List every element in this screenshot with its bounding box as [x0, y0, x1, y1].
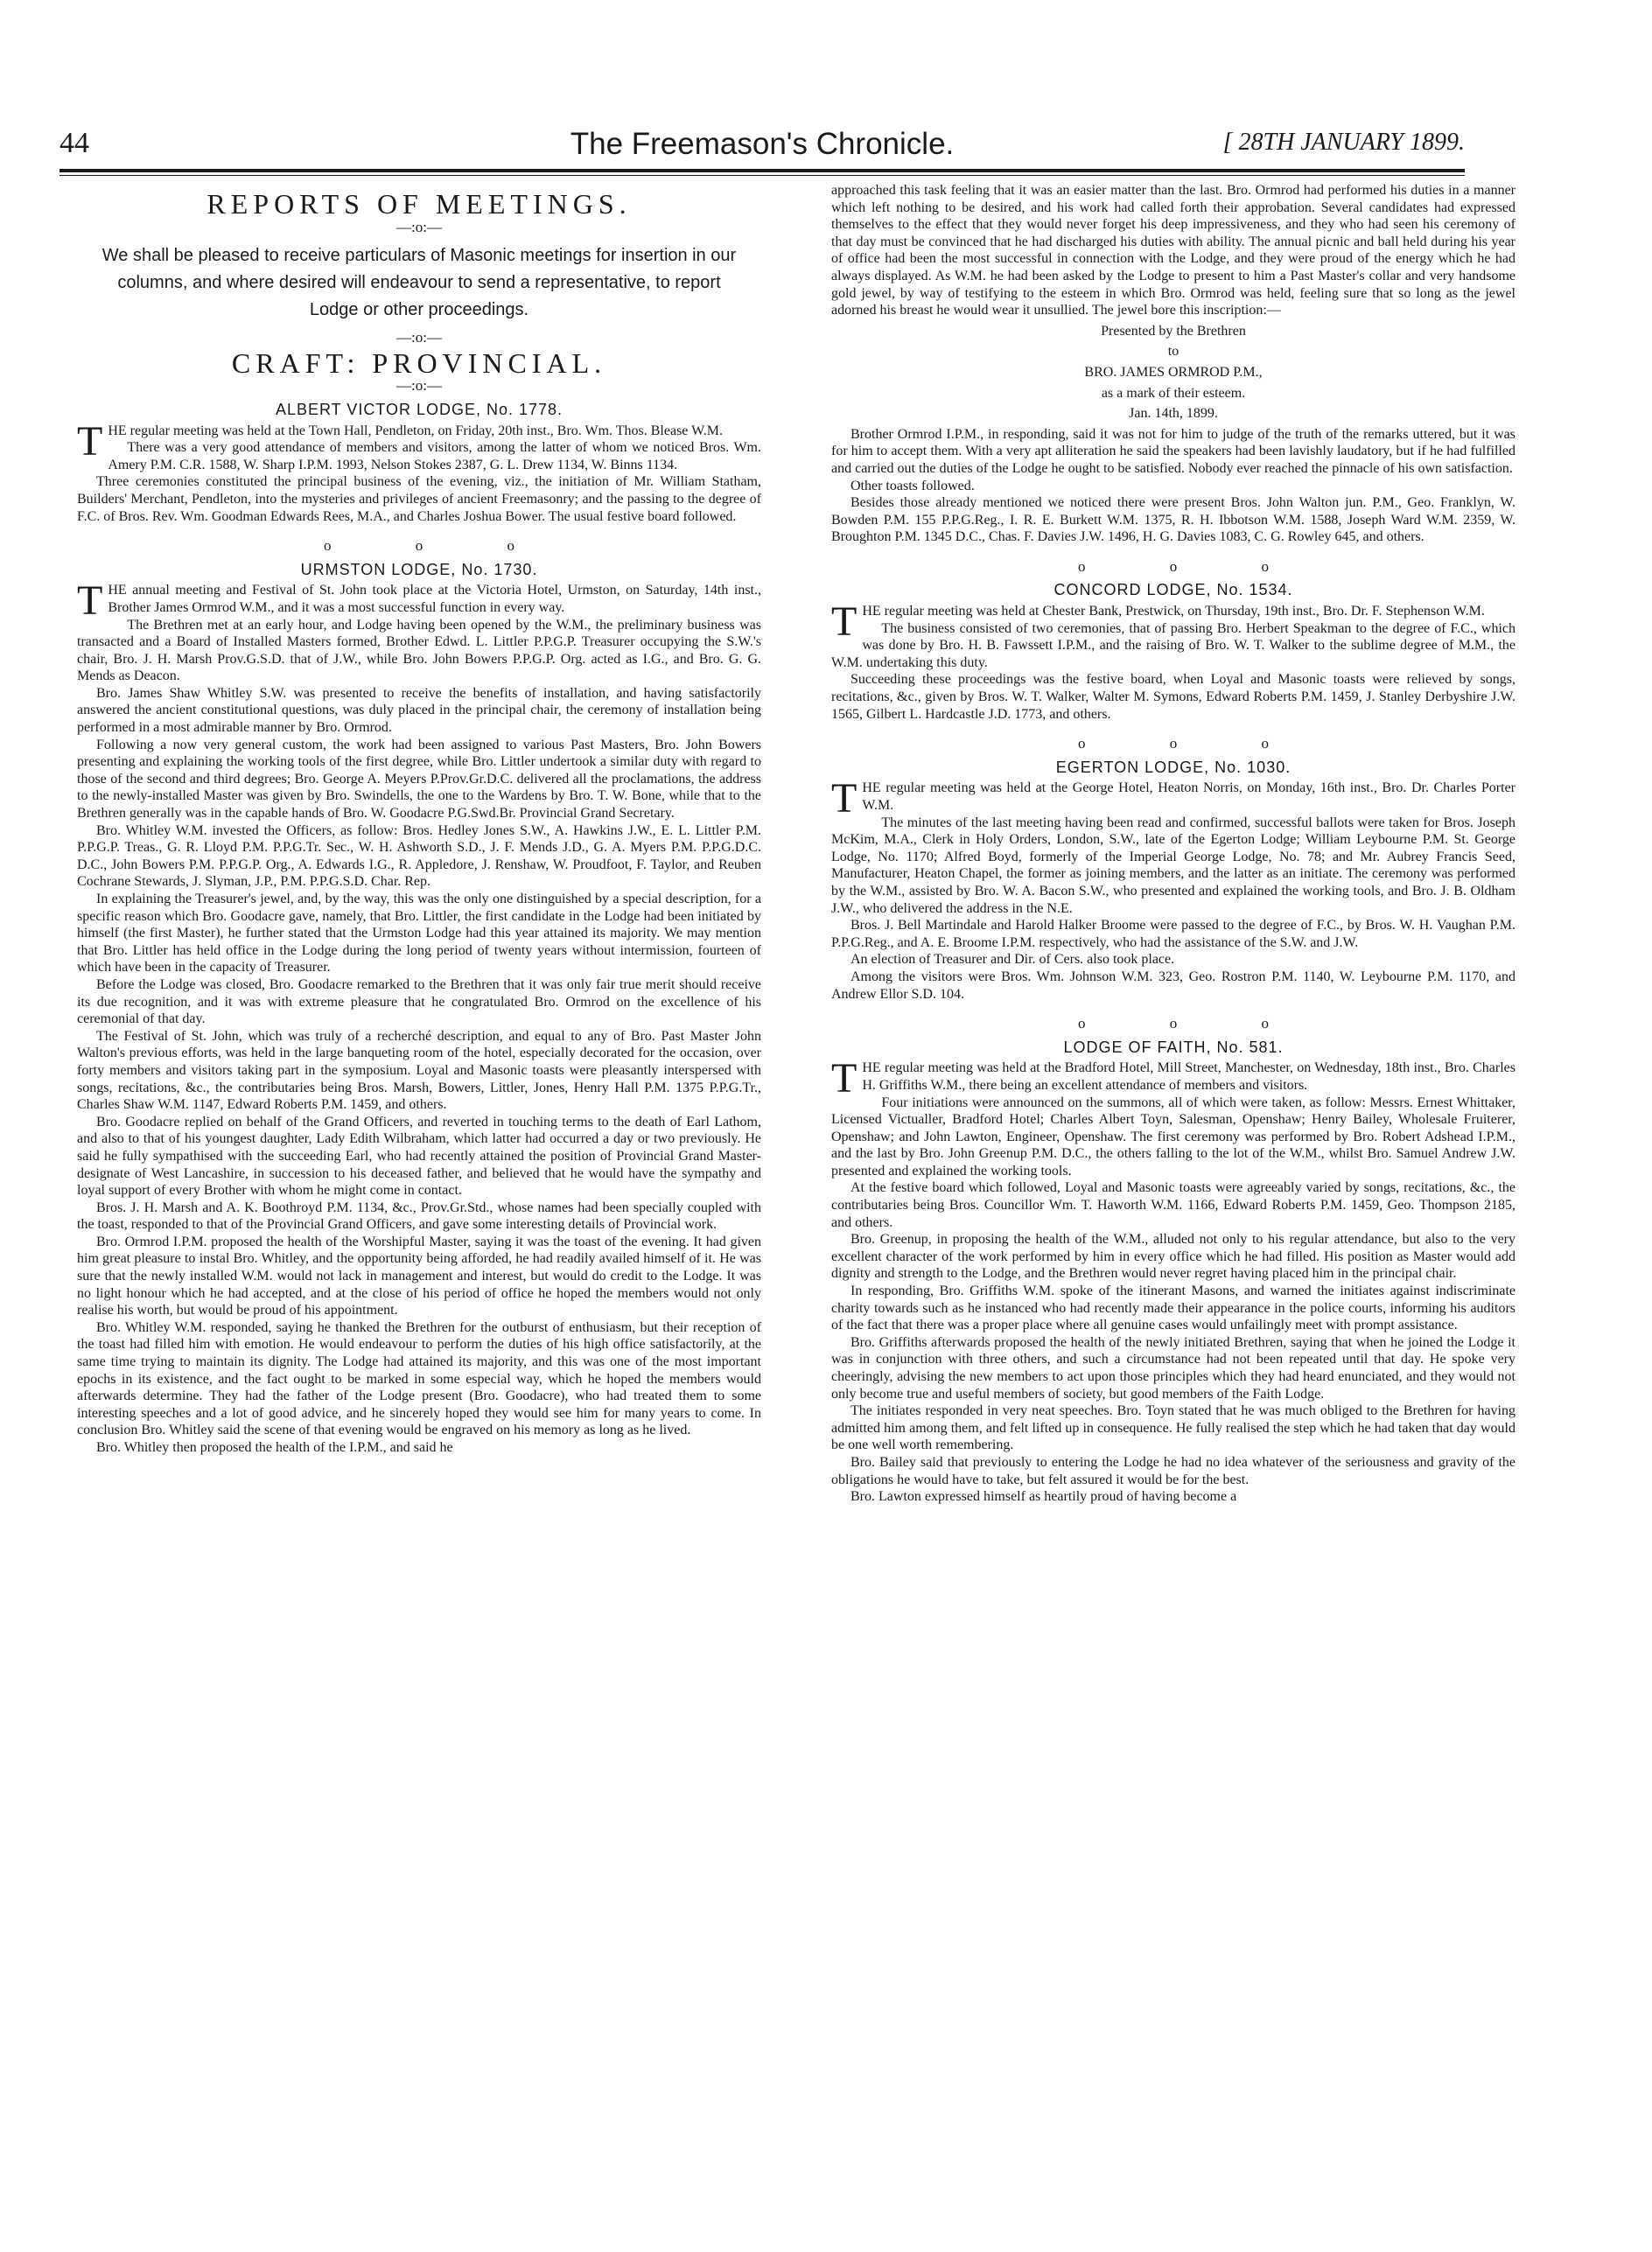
lodge-heading-faith: LODGE OF FAITH, No. 581. [1063, 1038, 1284, 1056]
editorial-notice: We shall be pleased to receive particulars of Masonic meetings for insertion in our columns, and where desired will endeavour to send a representative, to report Lodge or other proceedings. [102, 246, 737, 320]
inscription-line: Presented by the Brethren [1101, 323, 1246, 339]
paragraph: approached this task feeling that it was an easier matter than the last. Bro. Ormrod had performed his duties in a manner which left nothing to be desired, and his work had called forth their approbation. Several candidates had expressed themselves to the effect that they would never forget his deep impressiveness, and they who had seen his ceremony of that day must be convinced that he had discharged his duties with ability. The annual picnic and ball held during his year of office had been the most successful in connection with the Lodge, and they were proud of the energy which he had always displayed. As W.M. he had been asked by the Lodge to present to him a Past Master's collar and very handsome gold jewel, by way of testifying to the esteem in which Bro. Ormrod was held, feeling sure that so long as the jewel adorned his breast he would wear it unsullied. The jewel bore this inscription:— [831, 183, 1516, 318]
paragraph: Bro. Greenup, in proposing the health of the W.M., alluded not only to his regular attendance, but also to the very excellent character of the work performed by him in every office which he had filled. His position as Master would add dignity and strength to the Lodge, and the Brethren would never regret having placed him in the principal chair. [831, 1232, 1516, 1282]
paragraph: Bro. Bailey said that previously to entering the Lodge he had no idea whatever of the seriousness and gravity of the obligations he would have to take, but felt assured it would be for the best. [831, 1454, 1516, 1487]
paragraph: The Festival of St. John, which was truly of a recherché description, and equal to any of Bro. Past Master John Walton's previous efforts, was held in the large banqueting room of the hotel, especially decorated for the occasion, over forty members and visitors taking part in the symposium. Loyal and Masonic toasts were pleasantly interspersed with songs, recitations, &c., the contributaries being Bros. Marsh, Bowers, Littler, Jones, Henry Hall P.M. 1375 P.P.G.Tr., Charles Shaw W.M. 1147, Edward Roberts P.M. 1459, and others. [77, 1028, 761, 1113]
paragraph: Among the visitors were Bros. Wm. Johnson W.M. 323, Geo. Rostron P.M. 1140, W. Leybourne P.M. 1170, and Andrew Ellor S.D. 104. [831, 969, 1516, 1002]
paragraph: Bro. Whitley W.M. invested the Officers, as follow: Bros. Hedley Jones S.W., A. Hawkins J.W., E. L. Littler P.M. P.P.G.P. Treas., G. R. Lloyd P.M. P.P.G.Tr. Sec., W. H. Ashworth S.D., J. F. Mends J.D., G. A. Myers P.M. P.P.G.D.C. D.C., John Bowers P.M. P.P.G.P. Org., A. Edwards I.G., R. Appledore, J. Renshaw, W. Proudfoot, F. Taylor, and Reuben Cochrane Stewards, J. Slyman, J.P., P.M. P.P.G.S.D. Char. Rep. [77, 822, 761, 890]
paragraph: Bro. James Shaw Whitley S.W. was presented to receive the benefits of installation, and having satisfactorily answered the ancient constitutional questions, was duly placed in the principal chair, the ceremony of installation being performed in a most admirable manner by Bro. Ormrod. [77, 685, 761, 736]
paragraph: Other toasts followed. [850, 478, 975, 493]
lodge-heading-urmston: URMSTON LODGE, No. 1730. [300, 560, 538, 578]
paragraph: Four initiations were announced on the summons, all of which were taken, as follow: Messrs. Ernest Whittaker, Licensed Victualler, Bradford Hotel; Charles Albert Toyn, Salesman, Openshaw; Henry Bailey, Wholesale Fruiterer, Openshaw; and John Lawton, Engineer, Openshaw. The first ceremony was performed by Bro. Robert Adshead I.P.M., and the last by Bro. John Greenup P.M. D.C., the others falling to the lot of the W.M., whilst Bro. Samuel Andrew J.W. presented and explained the working tools. [831, 1095, 1516, 1178]
paragraph: Bros. J. Bell Martindale and Harold Halker Broome were passed to the degree of F.C., by Bros. W. H. Vaughan P.M. P.P.G.Reg., and A. E. Broome I.P.M. respectively, who had the assistance of the S.W. and J.W. [831, 918, 1516, 950]
paragraph: In explaining the Treasurer's jewel, and, by the way, this was the only one distinguished by a special description, for a specific reason which Bro. Goodacre gave, namely, that Bro. Littler, the first candidate in the Lodge had been initiated by himself (the first Master), he further stated that the Urmston Lodge had this year attained its majority. We may mention that Bro. Littler has held office in the Lodge during the long period of twenty years without intermission, fourteen of which have been in the capacity of Treasurer. [77, 892, 761, 976]
paragraph: Three ceremonies constituted the principal business of the evening, viz., the initiation of Mr. William Statham, Builders' Merchant, Pendleton, into the mysteries and privileges of ancient Freemasonry; and the passing to the degree of F.C. of Bros. Rev. Wm. Goodman Edwards Rees, M.A., and Charles Joshua Bower. The usual festive board followed. [77, 474, 761, 524]
right-column [831, 182, 1516, 1506]
lodge-heading-egerton: EGERTON LODGE, No. 1030. [1055, 758, 1292, 776]
lodge-heading-concord: CONCORD LODGE, No. 1534. [1054, 581, 1293, 599]
section-dots: o o o [1078, 1015, 1309, 1032]
paragraph: THE regular meeting was held at the George Hotel, Heaton Norris, on Monday, 16th inst., Bro. Dr. Charles Porter W.M. [831, 775, 1516, 822]
paragraph: Bro. Goodacre replied on behalf of the Grand Officers, and reverted in touching terms to the death of Earl Lathom, and also to that of his youngest daughter, Lady Edith Wilbraham, which latter had occurred a day or two previously. He said he fully sympathised with the succeeding Earl, who had recently attained the position of Provincial Grand Master-designate of West Lancashire, in succession to his deceased father, and believed that he would have the sympathy and loyal support of every Brother with whom he might come in contact. [77, 1114, 761, 1199]
paragraph: THE annual meeting and Festival of St. John took place at the Victoria Hotel, Urmston, on Saturday, 14th inst., Brother James Ormrod W.M., and it was a most successful function in every way. [77, 577, 761, 625]
paragraph: The minutes of the last meeting having been read and confirmed, successful ballots were taken for Bros. Joseph McKim, M.A., Clerk in Holy Orders, London, S.W., late of the Egerton Lodge; William Leybourne P.M. St. George Lodge, No. 1170; Alfred Boyd, formerly of the Imperial George Lodge, No. 78; and Mr. Aubrey Francis Seed, Manufacturer, Heaton Chapel, the former as joining members, and the latter as an initiate. The ceremony was performed by the W.M., assisted by Bro. W. A. Bacon S.W., who presented and explained the working tools, and Bro. J. B. Oldham J.W., who delivered the address in the N.E. [831, 815, 1516, 916]
section-dots: o o o [1078, 557, 1309, 575]
paragraph: The initiates responded in very neat speeches. Bro. Toyn stated that he was much obliged to the Brethren for having admitted him among them, and felt lifted up in consequence. He fully realised the step which he had taken that day would be one well worth remembering. [831, 1403, 1516, 1453]
paragraph: Bro. Ormrod I.P.M. proposed the health of the Worshipful Master, saying it was the toast of the evening. It had given him great pleasure to instal Bro. Whitley, and the opportunity being afforded, he had readily availed himself of it. He was sure that the newly installed W.M. would not lack in management and interest, but would do credit to the Lodge. It was no light honour which he had accepted, and at the close of his period of office he hoped the members would not only realise his worth, but would be proud of his appointment. [77, 1234, 761, 1318]
paragraph: An election of Treasurer and Dir. of Cers. also took place. [850, 952, 1175, 968]
paragraph: In responding, Bro. Griffiths W.M. spoke of the itinerant Masons, and warned the initiates against indiscriminate charity towards such as he instanced who had recently made their appearance in the police courts, informing his auditors of the fact that there was a proper place where all genuine cases would unfailingly meet with prompt assistance. [831, 1283, 1516, 1333]
page-number: 44 [60, 127, 89, 159]
paragraph: THE regular meeting was held at Chester Bank, Prestwick, on Thursday, 19th inst., Bro. Dr. F. Stephenson W.M. [831, 598, 1485, 646]
section-dots: o o o [324, 537, 555, 555]
paragraph: Brother Ormrod I.P.M., in responding, said it was not for him to judge of the truth of the remarks uttered, but it was for him to accept them. With a very apt alliteration he said the speakers had been lavishly laudatory, but if he had fulfilled and carried out the duties of the Lodge he ought to be satisfied. Nobody ever reached the pinnacle of his own satisfaction. [831, 426, 1516, 476]
paragraph: At the festive board which followed, Loyal and Masonic toasts were agreeably varied by songs, recitations, &c., the contributaries being Bros. Councillor Wm. T. Haworth W.M. 1166, Edward Roberts P.M. 1459, Geo. Thompson 2185, and others. [831, 1180, 1516, 1230]
inscription-line: to [1167, 344, 1180, 360]
masthead [60, 127, 1465, 165]
section-title: REPORTS OF MEETINGS. [206, 188, 632, 220]
header-rule-thin [60, 175, 1465, 176]
lodge-heading-albert-victor: ALBERT VICTOR LODGE, No. 1778. [275, 400, 564, 418]
paragraph: Bro. Whitley then proposed the health of the I.P.M., and said he [96, 1440, 453, 1455]
paragraph: Bro. Lawton expressed himself as heartily proud of having become a [850, 1489, 1237, 1505]
header-rule [60, 169, 1465, 172]
section-dots: o o o [1078, 735, 1309, 752]
paragraph: The business consisted of two ceremonies, that of passing Bro. Herbert Speakman to the degree of F.C., which was done by Bro. H. B. Fawssett I.P.M., and the raising of Bro. W. T. Walker to the sublime degree of M.M., the W.M. undertaking this duty. [831, 620, 1516, 670]
paragraph: Succeeding these proceedings was the festive board, when Loyal and Masonic toasts were relieved by songs, recitations, &c., given by Bros. W. T. Walker, Walter M. Symons, Edward Roberts P.M. 1459, J. Stanley Derbyshire J.W. 1565, Gilbert L. Hardcastle J.D. 1773, and others. [831, 672, 1516, 722]
inscription-line: Jan. 14th, 1899. [1129, 406, 1218, 422]
separator: —:o:— [396, 329, 442, 346]
separator: —:o:— [396, 218, 442, 235]
left-column [77, 182, 761, 1457]
inscription-line: as a mark of their esteem. [1101, 385, 1246, 401]
subsection-title: CRAFT: PROVINCIAL. [231, 346, 607, 379]
paragraph: Following a now very general custom, the work had been assigned to various Past Masters, Bro. John Bowers presenting and explaining the working tools of the first degree, while Bro. Littler undertook a similar duty with regard to those of the second and third degrees; Bro. George A. Meyers P.Prov.Gr.D.C. delivered all the proclamations, the address to the newly-installed Master was given by Bro. Swindells, the one to the Wardens by Bro. T. W. Bone, while that to the Brethren generally was in the capable hands of Bro. W. Goodacre P.G.Swd.Br. Provincial Grand Secretary. [77, 737, 761, 822]
paragraph: THE regular meeting was held at the Town Hall, Pendleton, on Friday, 20th inst., Bro. Wm. Thos. Blease W.M. [77, 417, 723, 465]
paragraph: There was a very good attendance of members and visitors, among the latter of whom we noticed Bros. Wm. Amery P.M. C.R. 1588, W. Sharp I.P.M. 1993, Nelson Stokes 2387, G. L. Drew 1134, W. Binns 1134. [108, 440, 761, 472]
issue-date: [ 28TH JANUARY 1899. [1222, 129, 1465, 156]
paragraph: Before the Lodge was closed, Bro. Goodacre remarked to the Brethren that it was only fair true merit should receive its due recognition, and it was with extreme pleasure that he congratulated Bro. Ormrod on the excellence of his ceremonial of that day. [77, 976, 761, 1027]
paragraph: Bro. Whitley W.M. responded, saying he thanked the Brethren for the outburst of enthusiasm, but their reception of the toast had filled him with emotion. He would endeavour to perform the duties of his high office satisfactorily, at the same time trying to maintain its dignity. The Lodge had attained its majority, and this was one of the most important epochs in its existence, and the fact ought to be marked in some especial way, which he hoped the members would afterwards determine. They had the father of the Lodge present (Bro. Goodacre), who had treated them to some interesting speeches and a lot of good advice, and he sincerely hoped they would see him for many years to come. In conclusion Bro. Whitley said the scene of that evening would be engraved on his memory as long as he lived. [77, 1319, 761, 1438]
paragraph: Bro. Griffiths afterwards proposed the health of the newly initiated Brethren, saying that when he joined the Lodge it was in conjunction with three others, and such a circumstance had not been repeated until that day. He spoke very cheeringly, advising the new members to act upon those principles which they had heard enunciated, and they would not only become true and useful members of society, but good members of the Faith Lodge. [831, 1334, 1516, 1402]
paragraph: The Brethren met at an early hour, and Lodge having been opened by the W.M., the preliminary business was transacted and a Board of Installed Masters formed, Brother Edwd. L. Littler P.P.G.P. Treasurer occupying the S.W.'s chair, Bro. J. H. Marsh Prov.G.S.D. that of J.W., while Bro. John Bowers P.P.G.P. Org. acted as I.G., and Bro. G. G. Mends as Deacon. [77, 617, 761, 684]
paragraph: Besides those already mentioned we noticed there were present Bros. John Walton jun. P.M., Geo. Franklyn, W. Bowden P.M. 155 P.P.G.Reg., I. R. E. Burkett W.M. 1375, R. H. Ibbotson W.M. 1588, Joseph Ward W.M. 2359, W. Broughton P.M. 1345 D.C., Chas. F. Davies J.W. 1496, H. G. Davies 1083, C. G. Rowley 645, and others. [831, 495, 1516, 545]
paragraph: THE regular meeting was held at the Bradford Hotel, Mill Street, Manchester, on Wednesday, 18th inst., Bro. Charles H. Griffiths W.M., there being an excellent attendance of members and visitors. [831, 1055, 1516, 1102]
publication-title: The Freemason's Chronicle. [570, 127, 955, 161]
paragraph: Bros. J. H. Marsh and A. K. Boothroyd P.M. 1134, &c., Prov.Gr.Std., whose names had been specially coupled with the toast, responded to that of the Provincial Grand Officers, and gave some interesting details of Provincial work. [77, 1199, 761, 1233]
separator: —:o:— [396, 377, 442, 395]
inscription-line: BRO. JAMES ORMROD P.M., [1084, 364, 1263, 380]
